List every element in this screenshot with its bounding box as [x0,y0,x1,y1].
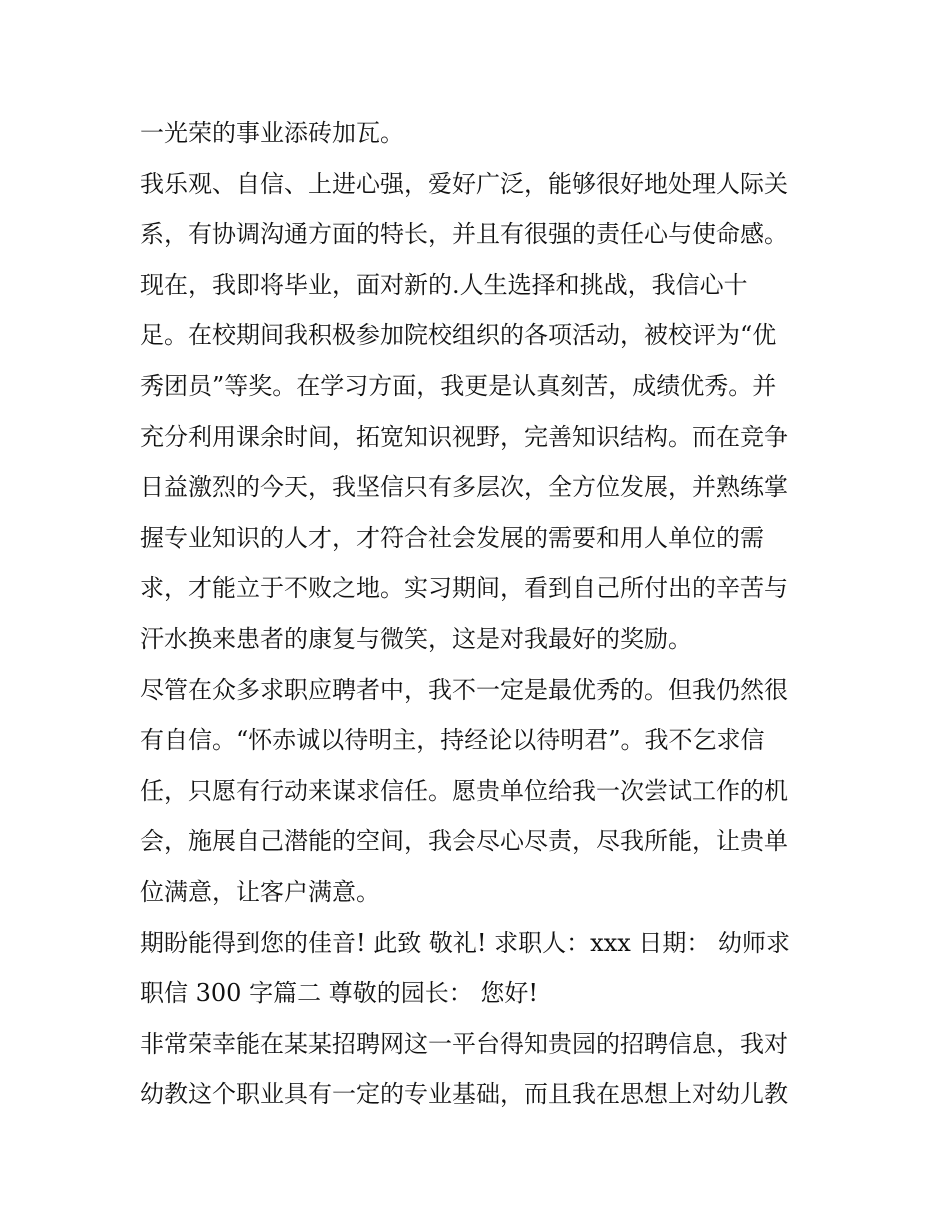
text-line-12: 尽管在众多求职应聘者中，我不一定是最优秀的。但我仍然很 [140,675,788,704]
text-line-13: 有自信。“怀赤诚以待明主，持经论以待明君”。我不乞求信 [140,726,765,755]
text-line-20: 幼教这个职业具有一定的专业基础，而且我在思想上对幼儿教 [140,1080,788,1109]
text-line-16: 位满意，让客户满意。 [140,877,380,906]
text-line-4: 现在，我即将毕业，面对新的.人生选择和挑战，我信心十 [140,270,748,299]
text-line-2: 我乐观、自信、上进心强，爱好广泛，能够很好地处理人际关 [140,169,788,198]
text-line-19: 非常荣幸能在某某招聘网这一平台得知贵园的招聘信息，我对 [140,1029,788,1058]
text-line-3: 系，有协调沟通方面的特长，并且有很强的责任心与使命感。 [140,220,788,249]
text-line-14: 任，只愿有行动来谋求信任。愿贵单位给我一次尝试工作的机 [140,776,788,805]
text-line-5: 足。在校期间我积极参加院校组织的各项活动，被校评为“优 [140,321,777,350]
text-line-1: 一光荣的事业添砖加瓦。 [140,119,404,147]
text-line-11: 汗水换来患者的康复与微笑，这是对我最好的奖励。 [140,624,692,653]
text-line-7: 充分利用课余时间，拓宽知识视野，完善知识结构。而在竞争 [140,422,788,451]
text-line-6: 秀团员”等奖。在学习方面，我更是认真刻苦，成绩优秀。并 [140,371,777,400]
text-line-8: 日益激烈的今天，我坚信只有多层次，全方位发展，并熟练掌 [140,473,788,502]
text-line-10: 求，才能立于不败之地。实习期间，看到自己所付出的辛苦与 [140,574,788,603]
text-line-15: 会，施展自己潜能的空间，我会尽心尽责，尽我所能，让贵单 [140,827,788,856]
text-line-17: 期盼能得到您的佳音! 此致 敬礼! 求职人：xxx 日期： 幼师求 [140,928,791,957]
text-line-9: 握专业知识的人才，才符合社会发展的需要和用人单位的需 [140,523,764,552]
text-line-18: 职信 300 字篇二 尊敬的园长： 您好! [140,979,538,1008]
document-body [140,108,820,1120]
